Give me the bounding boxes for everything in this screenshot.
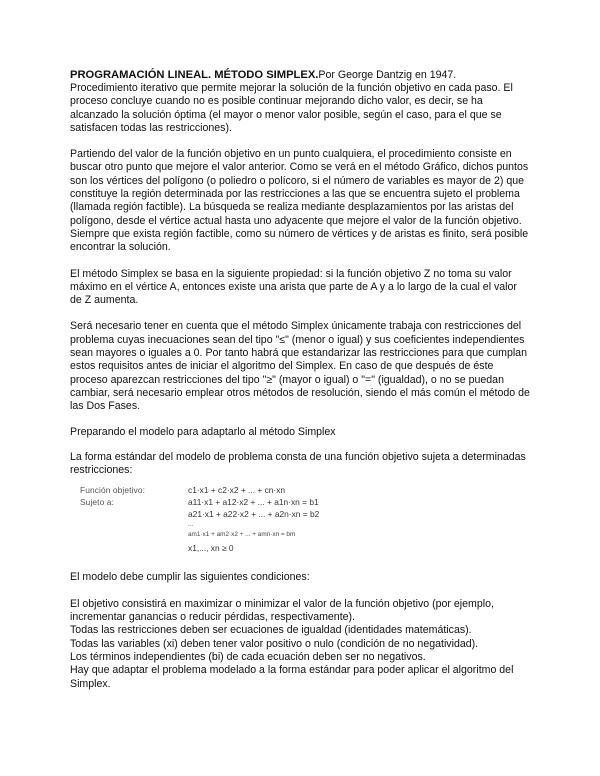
formula-objective-expression: c1·x1 + c2·x2 + ... + cn·xn: [188, 485, 286, 496]
paragraph-vertices: Partiendo del valor de la función objetivo en un punto cualquiera, el procedimiento consiste en buscar otro punto que mejore el valor anterior. Como se verá en el método Gráfico, dichos puntos son los vértices del polígono (o poliedro o polícoro, si el número de variables es mayor de 2) que constituye la región determinada por las restricciones a las que se encuentra sujeto el problema (llamada región factible). La búsqueda se realiza mediante desplazamientos por las aristas del polígono, desde el vértice actual hasta uno adyacente que mejore el valor de la función objetivo. Siempre que exista región factible, como su número de vértices y de aristas es finito, será posible encontrar la solución.: [70, 148, 529, 254]
standard-form-formula: [70, 483, 530, 557]
formula-label-subject: Sujeto a:: [80, 497, 114, 508]
formula-ellipsis: ...: [188, 521, 194, 529]
document-title: PROGRAMACIÓN LINEAL. MÉTODO SIMPLEX.: [70, 69, 319, 81]
section-heading-preparation: Preparando el modelo para adaptarlo al método Simplex: [70, 425, 336, 438]
paragraph-property: El método Simplex se basa en la siguiente propiedad: si la función objetivo Z no toma su valor máximo en el vértice A, entonces existe una arista que parte de A y a lo largo de la cual el valor de Z aumenta.: [70, 267, 517, 307]
title-line: [70, 68, 530, 82]
condition-standard-form: Hay que adaptar el problema modelado a la forma estándar para poder aplicar el algoritmo del Simplex.: [70, 664, 514, 690]
paragraph-restrictions: Será necesario tener en cuenta que el método Simplex únicamente trabaja con restricciones del problema cuyas inecuaciones sean del tipo "≤" (menor o igual) y sus coeficientes independientes sean mayores o iguales a 0. Por tanto habrá que estandarizar las restricciones para que cumplan estos requisitos antes de iniciar el algoritmo del Simplex. En caso de que después de éste proceso aparezcan restricciones del tipo "≥" (mayor o igual) o "=" (igualdad), o no se puedan cambiar, será necesario emplear otros métodos de resolución, siendo el más común el método de las Dos Fases.: [70, 320, 530, 413]
formula-nonnegativity: x1,..., xn ≥ 0: [188, 543, 234, 554]
title-suffix: Por George Dantzig en 1947.: [318, 69, 457, 81]
condition-independent-terms: Los términos independientes (bi) de cada ecuación deben ser no negativos.: [70, 650, 426, 663]
condition-nonnegative-variables: Todas las variables (xi) deben tener valor positivo o nulo (condición de no negatividad).: [70, 637, 479, 650]
formula-constraint-1: a11·x1 + a12·x2 + ... + a1n·xn = b1: [188, 497, 319, 508]
intro-paragraph: Procedimiento iterativo que permite mejorar la solución de la función objetivo en cada paso. El proceso concluye cuando no es posible continuar mejorando dicho valor, es decir, se ha alcanzado la solución óptima (el mayor o menor valor posible, según el caso, para el que se satisfacen todas las restricciones).: [70, 82, 513, 134]
condition-equalities: Todas las restricciones deben ser ecuaciones de igualdad (identidades matemáticas).: [70, 624, 472, 637]
condition-objective: El objetivo consistirá en maximizar o minimizar el valor de la función objetivo (por ejemplo, incrementar ganancias o reducir pérdidas, respectivamente).: [70, 597, 494, 624]
document-page: [70, 68, 530, 691]
formula-constraint-m: am1·x1 + am2·x2 + ... + amn·xn = bm: [188, 531, 296, 539]
paragraph-standard-form: La forma estándar del modelo de problema consta de una función objetivo sujeta a determinadas restricciones:: [70, 450, 526, 477]
formula-label-objective: Función objetivo:: [80, 485, 146, 496]
formula-constraint-2: a21·x1 + a22·x2 + ... + a2n·xn = b2: [188, 509, 320, 520]
paragraph-conditions-intro: El modelo debe cumplir las siguientes condiciones:: [70, 571, 310, 584]
